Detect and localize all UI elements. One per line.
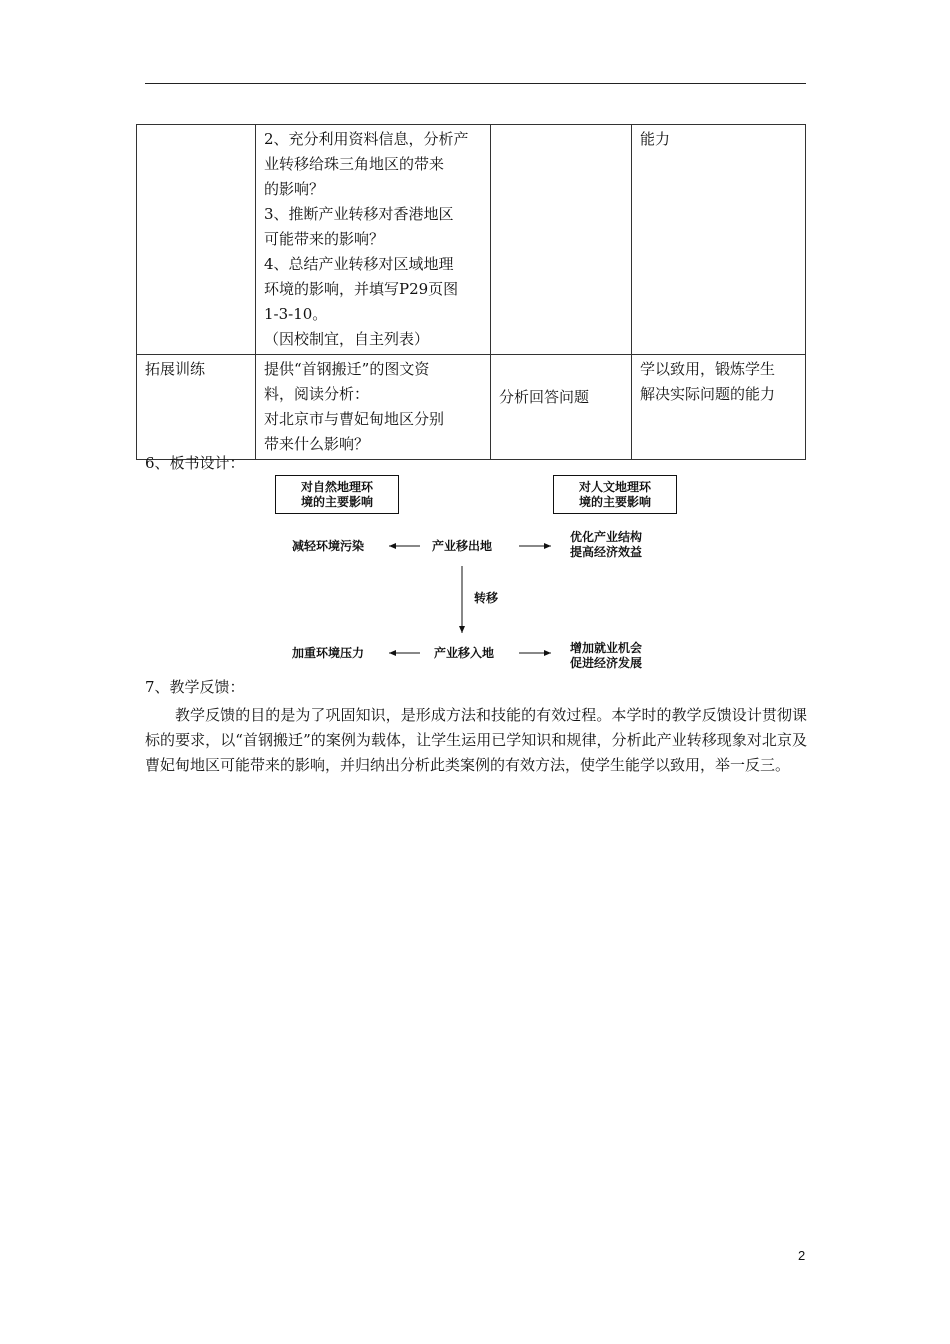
cell-line: 4、总结产业转移对区域地理 [264, 255, 454, 273]
cell-line: 能力 [640, 130, 671, 148]
cell-line: 带来什么影响？ [264, 435, 370, 453]
cell-line: 拓展训练 [145, 360, 206, 378]
section-7-title: 7、教学反馈： [145, 678, 245, 696]
in-right-line: 增加就业机会 [570, 641, 643, 655]
page-number: 2 [798, 1248, 806, 1263]
cell-line: 分析回答问题 [499, 387, 590, 406]
in-region-label: 产业移入地 [434, 646, 495, 660]
out-region-label: 产业移出地 [432, 539, 493, 553]
box-line: 对人文地理环 [578, 479, 651, 494]
cell-line: 提供“首钢搬迁”的图文资 [264, 360, 430, 378]
section-6-title: 6、板书设计： [145, 454, 245, 472]
cell-line: 3、推断产业转移对香港地区 [264, 205, 454, 223]
box-line: 境的主要影响 [578, 494, 651, 509]
transfer-label: 转移 [474, 591, 499, 605]
cell-line: 解决实际问题的能力 [640, 385, 776, 403]
cell-line: （因校制宜，自主列表） [264, 330, 430, 348]
in-left-label: 加重环境压力 [292, 646, 365, 660]
cell-line: 2、充分利用资料信息，分析产 [264, 130, 469, 148]
out-right-line: 优化产业结构 [570, 530, 643, 544]
cell-line: 业转移给珠三角地区的带来 [264, 155, 445, 173]
box-line: 对自然地理环 [300, 479, 373, 494]
feedback-paragraph: 教学反馈的目的是为了巩固知识，是形成方法和技能的有效过程。本学时的教学反馈设计贯彻课标的要求，以“首钢搬迁”的案例为载体，让学生运用已学知识和规律，分析此产业转移现象对北京及曹妃甸地区可能带来的影响，并归纳出分析此类案例的有效方法，使学生能学以致用，举一反三。 [145, 706, 807, 774]
cell-line: 可能带来的影响？ [264, 230, 385, 248]
cell-line: 学以致用，锻炼学生 [640, 360, 776, 378]
cell-line: 1-3-10。 [264, 305, 328, 323]
out-right-line: 提高经济效益 [570, 545, 643, 559]
cell-line: 环境的影响，并填写P29页图 [264, 280, 459, 298]
cell-line: 对北京市与曹妃甸地区分别 [264, 410, 445, 428]
box-line: 境的主要影响 [300, 494, 373, 509]
out-left-label: 减轻环境污染 [292, 539, 365, 553]
cell-line: 的影响？ [264, 180, 325, 198]
cell-line: 料，阅读分析： [264, 385, 370, 403]
in-right-line: 促进经济发展 [570, 656, 643, 670]
